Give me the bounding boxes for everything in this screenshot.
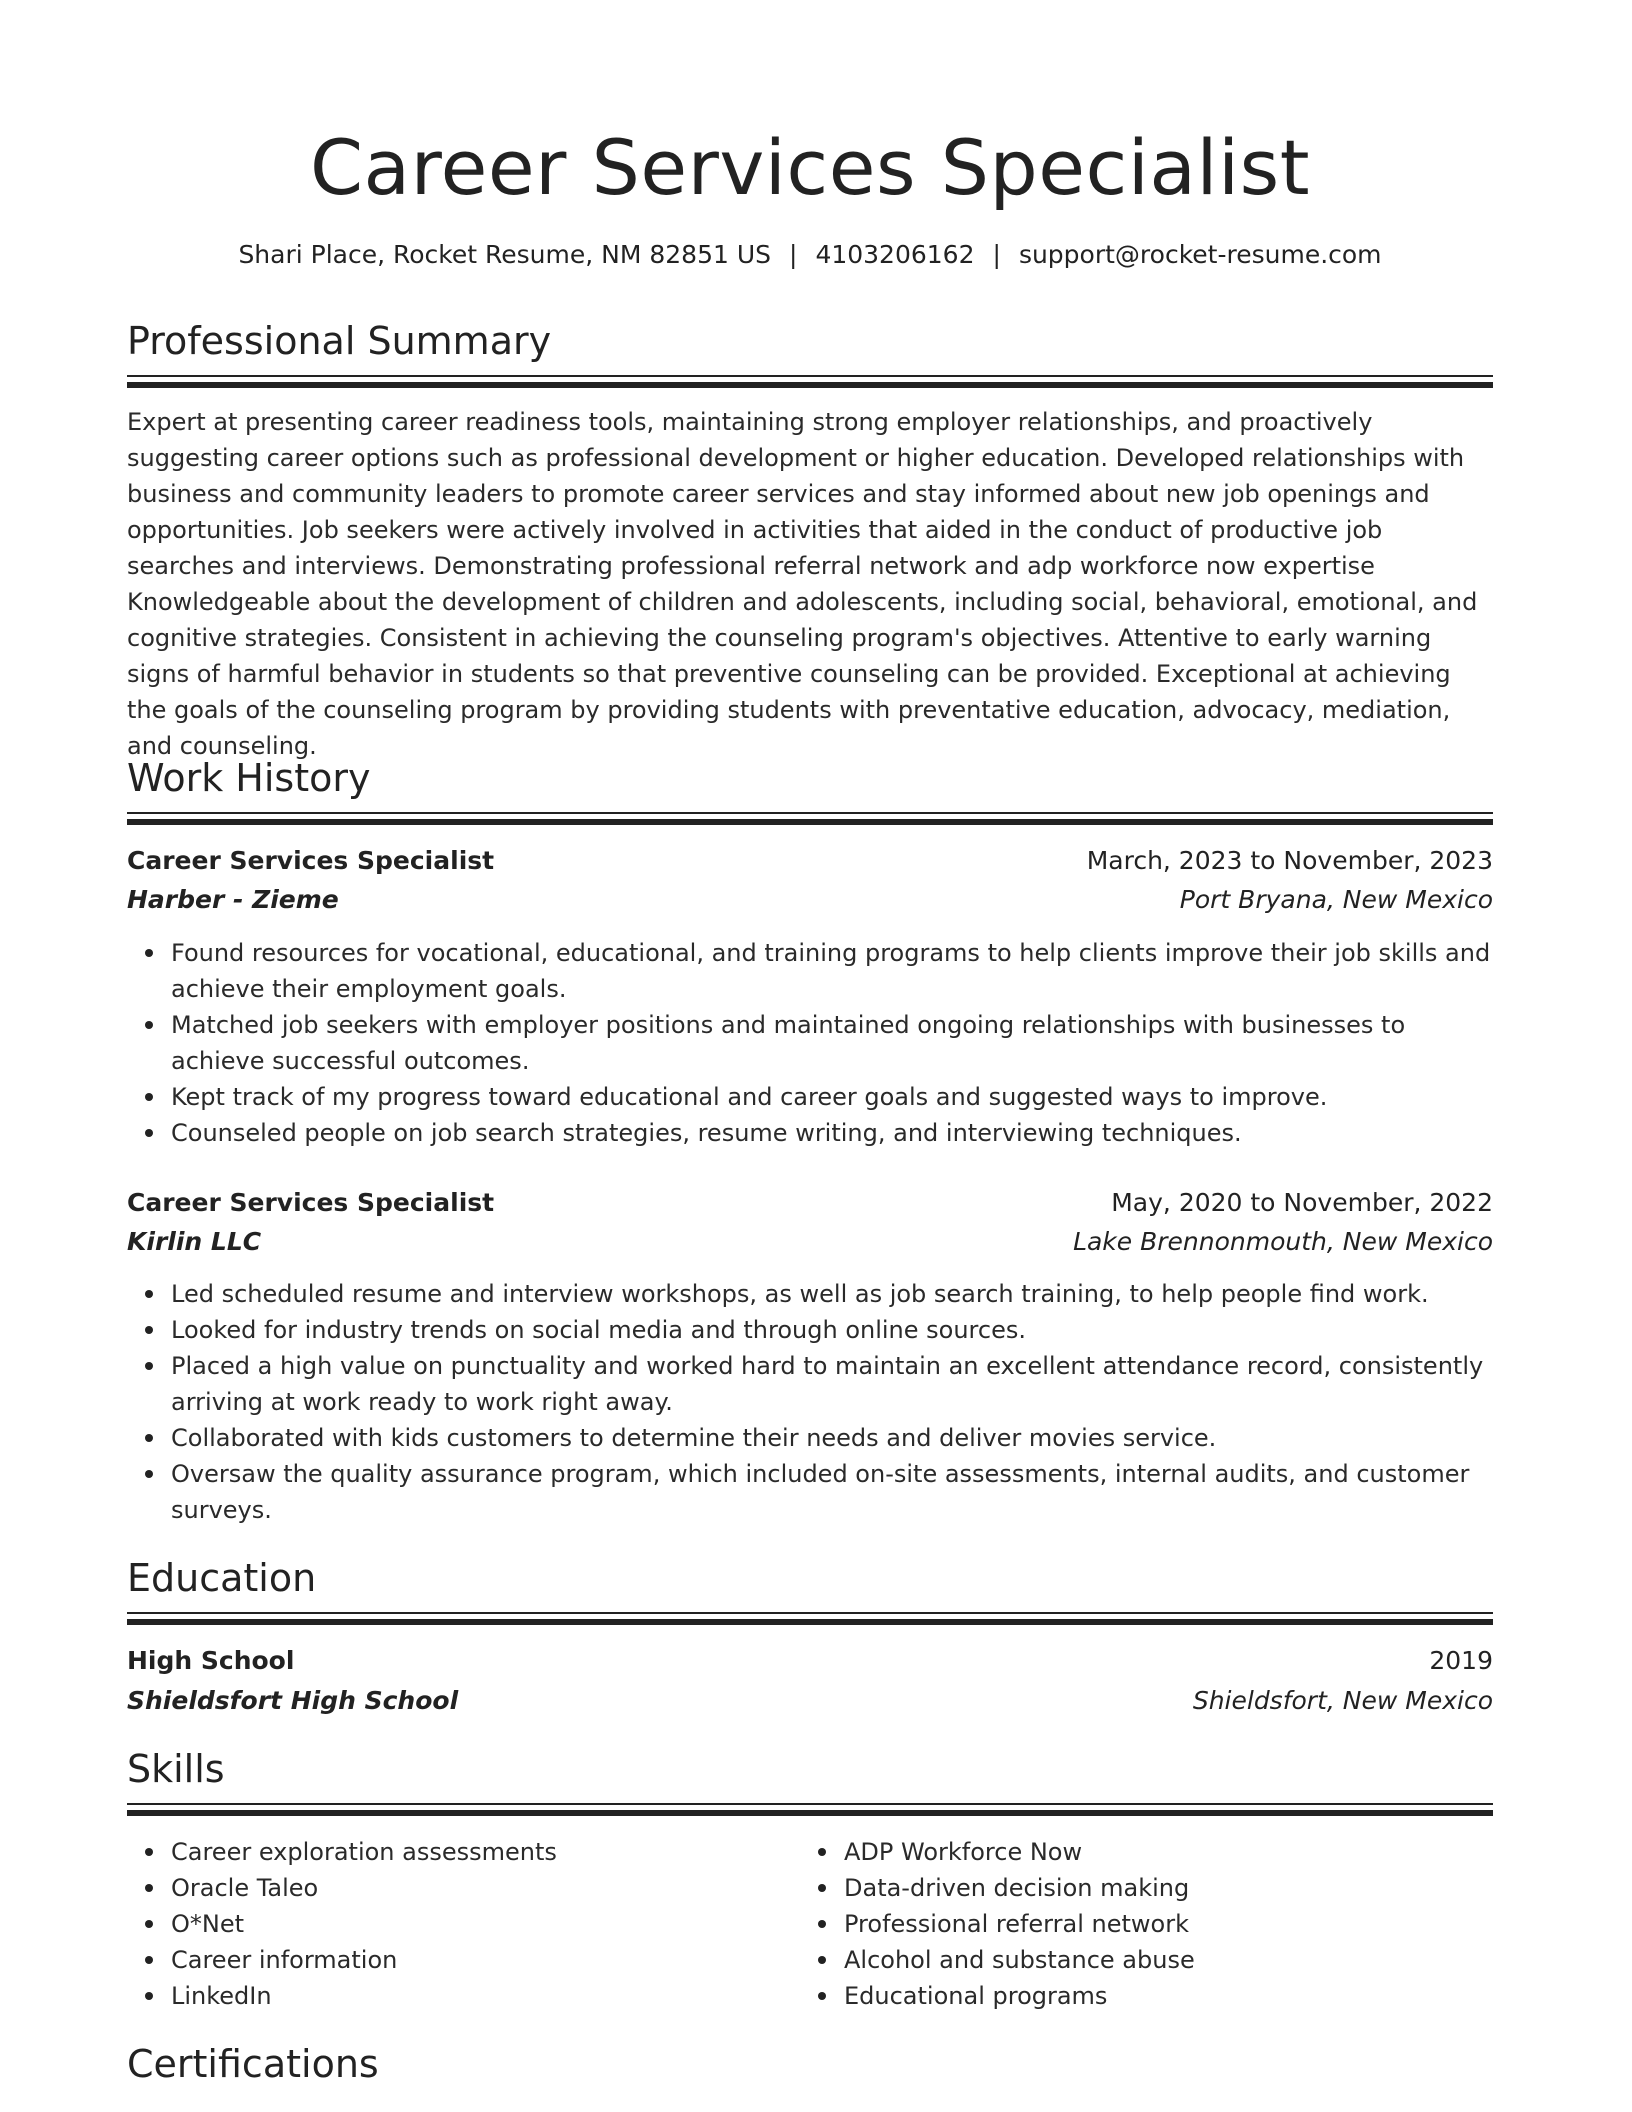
list-item: Educational programs <box>844 1978 1490 2014</box>
list-item: Found resources for vocational, educational, and training programs to help clients improve their job skills and achieve their employment goals. <box>171 935 1493 1007</box>
education-year: 2019 <box>1429 1646 1493 1675</box>
section-divider-thick <box>127 382 1493 388</box>
summary-section-header <box>127 317 1493 365</box>
skills-list-left <box>127 1834 797 2014</box>
section-divider-thick <box>127 819 1493 825</box>
section-divider-thin <box>127 1803 1493 1805</box>
list-item: O*Net <box>171 1906 797 1942</box>
list-item: Data-driven decision making <box>844 1870 1490 1906</box>
list-item: Professional referral network <box>844 1906 1490 1942</box>
contact-separator: | <box>992 240 1001 269</box>
list-item: ADP Workforce Now <box>844 1834 1490 1870</box>
list-item: Career exploration assessments <box>171 1834 797 1870</box>
job-header-row <box>127 1183 1493 1223</box>
section-divider-thin <box>127 812 1493 814</box>
list-item: Oversaw the quality assurance program, which included on-site assessments, internal audits, and customer surveys. <box>171 1456 1493 1528</box>
job-company-row <box>127 1222 1493 1262</box>
skills-section-header <box>127 1745 1493 1793</box>
job-company: Harber - Zieme <box>127 885 339 914</box>
education-heading: Education <box>127 1556 317 1600</box>
job-bullet-list <box>127 935 1493 1151</box>
list-item: Collaborated with kids customers to determine their needs and deliver movies service. <box>171 1420 1493 1456</box>
contact-line <box>127 237 1493 273</box>
job-title: Career Services Specialist <box>127 1188 495 1217</box>
certifications-section-header <box>127 2040 1493 2088</box>
job-company-row <box>127 880 1493 920</box>
education-degree: High School <box>127 1646 295 1675</box>
section-divider-thin <box>127 1612 1493 1614</box>
list-item: Career information <box>171 1942 797 1978</box>
work-section-header <box>127 754 1493 802</box>
job-header-row <box>127 841 1493 881</box>
education-section-header <box>127 1554 1493 1602</box>
job-bullet-list <box>127 1276 1493 1528</box>
certifications-heading: Certifications <box>127 2042 379 2086</box>
list-item: Oracle Taleo <box>171 1870 797 1906</box>
job-location: Port Bryana, New Mexico <box>1179 885 1493 914</box>
resume-title: Career Services Specialist <box>309 123 1311 212</box>
job-company: Kirlin LLC <box>127 1227 262 1256</box>
education-header-row <box>127 1641 1493 1681</box>
job-dates: March, 2023 to November, 2023 <box>1086 846 1493 875</box>
summary-text: Expert at presenting career readiness tools, maintaining strong employer relationships, and proactively suggesting career options such as professional development or higher education. Developed relationships with business and community leaders to promote career services and stay informed about new job openings and opportunities. Job seekers were actively involved in activities that aided in the conduct of productive job searches and interviews. Demonstrating professional referral network and adp workforce now expertise Knowledgeable about the development of children and adolescents, including social, behavioral, emotional, and cognitive strategies. Consistent in achieving the counseling program's objectives. Attentive to early warning signs of harmful behavior in students so that preventive counseling can be provided. Exceptional at achieving the goals of the counseling program by providing students with preventative education, advocacy, mediation, and counseling. <box>127 408 1478 760</box>
contact-email: support@rocket-resume.com <box>1018 240 1382 269</box>
list-item: Kept track of my progress toward educational and career goals and suggested ways to improve. <box>171 1079 1493 1115</box>
section-divider-thick <box>127 1810 1493 1816</box>
contact-address: Shari Place, Rocket Resume, NM 82851 US <box>238 240 771 269</box>
summary-heading: Professional Summary <box>127 319 552 363</box>
list-item: Matched job seekers with employer positions and maintained ongoing relationships with businesses to achieve successful outcomes. <box>171 1007 1493 1079</box>
section-divider-thick <box>127 1619 1493 1625</box>
skills-heading: Skills <box>127 1747 225 1791</box>
work-heading: Work History <box>127 756 371 800</box>
list-item: Alcohol and substance abuse <box>844 1942 1490 1978</box>
list-item: Led scheduled resume and interview workshops, as well as job search training, to help people find work. <box>171 1276 1493 1312</box>
list-item: Counseled people on job search strategies, resume writing, and interviewing techniques. <box>171 1115 1493 1151</box>
contact-separator: | <box>789 240 798 269</box>
education-school-row <box>127 1681 1493 1721</box>
job-location: Lake Brennonmouth, New Mexico <box>1073 1227 1493 1256</box>
job-dates: May, 2020 to November, 2022 <box>1111 1188 1493 1217</box>
education-location: Shieldsfort, New Mexico <box>1192 1686 1493 1715</box>
list-item: LinkedIn <box>171 1978 797 2014</box>
education-school: Shieldsfort High School <box>127 1686 459 1715</box>
skills-list-right <box>800 1834 1490 2014</box>
section-divider-thin <box>127 375 1493 377</box>
list-item: Looked for industry trends on social media and through online sources. <box>171 1312 1493 1348</box>
job-title: Career Services Specialist <box>127 846 495 875</box>
list-item: Placed a high value on punctuality and worked hard to maintain an excellent attendance record, consistently arriving at work ready to work right away. <box>171 1348 1493 1420</box>
contact-phone: 4103206162 <box>815 240 975 269</box>
